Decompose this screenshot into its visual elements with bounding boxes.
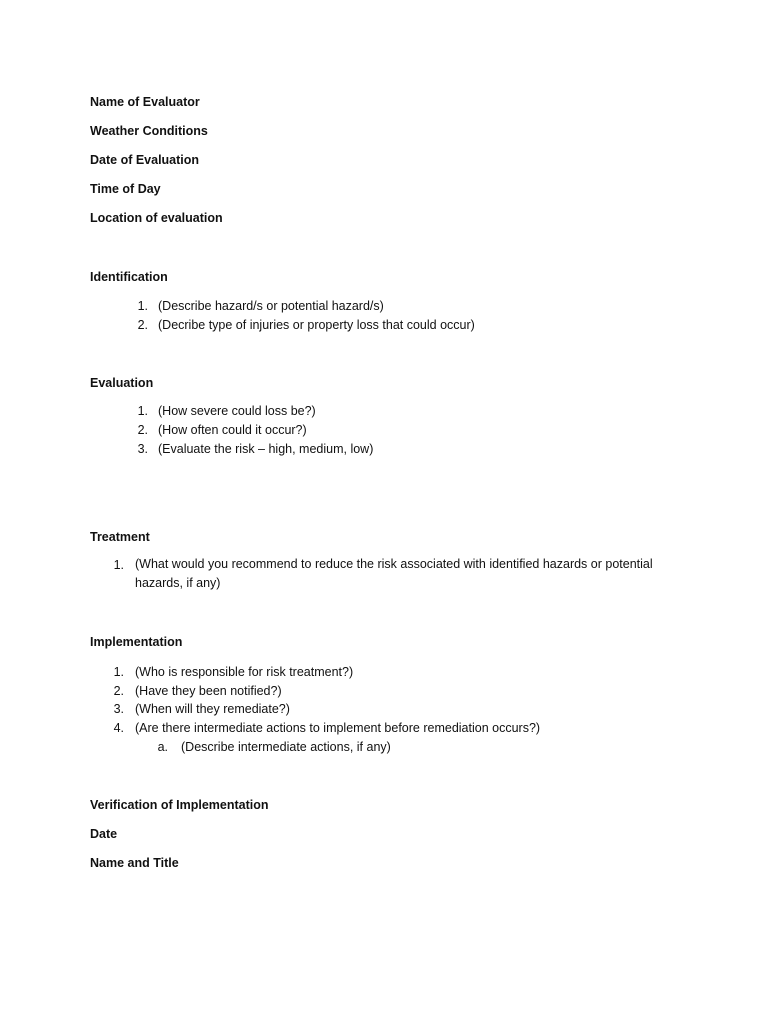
evaluation-heading: Evaluation <box>90 376 154 390</box>
treatment-heading: Treatment <box>90 530 150 544</box>
evaluator-name-label: Name of Evaluator <box>90 95 200 109</box>
implementation-item-text: (Are there intermediate actions to implement before remediation occurs?) <box>135 721 541 735</box>
implementation-subitem-letter: a. <box>157 740 168 754</box>
identification-heading: Identification <box>90 270 168 284</box>
identification-item-number: 2. <box>137 318 148 332</box>
identification-item-text: (Decribe type of injuries or property loss that could occur) <box>158 318 475 332</box>
evaluation-item-number: 2. <box>137 423 148 437</box>
implementation-subitem-text: (Describe intermediate actions, if any) <box>181 740 391 754</box>
verification-name-title-label: Name and Title <box>90 856 179 870</box>
verification-heading: Verification of Implementation <box>90 798 269 812</box>
evaluation-item-number: 3. <box>137 442 148 456</box>
evaluation-location-label: Location of evaluation <box>90 211 223 225</box>
treatment-item-number: 1. <box>113 558 124 572</box>
verification-date-label: Date <box>90 827 118 841</box>
implementation-item-text: (When will they remediate?) <box>135 702 290 716</box>
identification-item-number: 1. <box>137 299 148 313</box>
evaluation-item-number: 1. <box>137 404 148 418</box>
implementation-item-text: (Who is responsible for risk treatment?) <box>135 665 354 679</box>
identification-item-text: (Describe hazard/s or potential hazard/s) <box>158 299 384 313</box>
implementation-item-number: 3. <box>113 702 124 716</box>
implementation-item-number: 4. <box>113 721 124 735</box>
implementation-heading: Implementation <box>90 635 183 649</box>
implementation-item-text: (Have they been notified?) <box>135 684 282 698</box>
evaluation-item-text: (Evaluate the risk – high, medium, low) <box>158 442 374 456</box>
implementation-item-number: 1. <box>113 665 124 679</box>
time-of-day-label: Time of Day <box>90 182 161 196</box>
evaluation-date-label: Date of Evaluation <box>90 153 200 167</box>
weather-conditions-label: Weather Conditions <box>90 124 208 138</box>
evaluation-item-text: (How often could it occur?) <box>158 423 307 437</box>
evaluation-item-text: (How severe could loss be?) <box>158 404 316 418</box>
implementation-item-number: 2. <box>113 684 124 698</box>
treatment-item-text: (What would you recommend to reduce the risk associated with identified hazards or potential hazards, if any) <box>135 557 653 590</box>
